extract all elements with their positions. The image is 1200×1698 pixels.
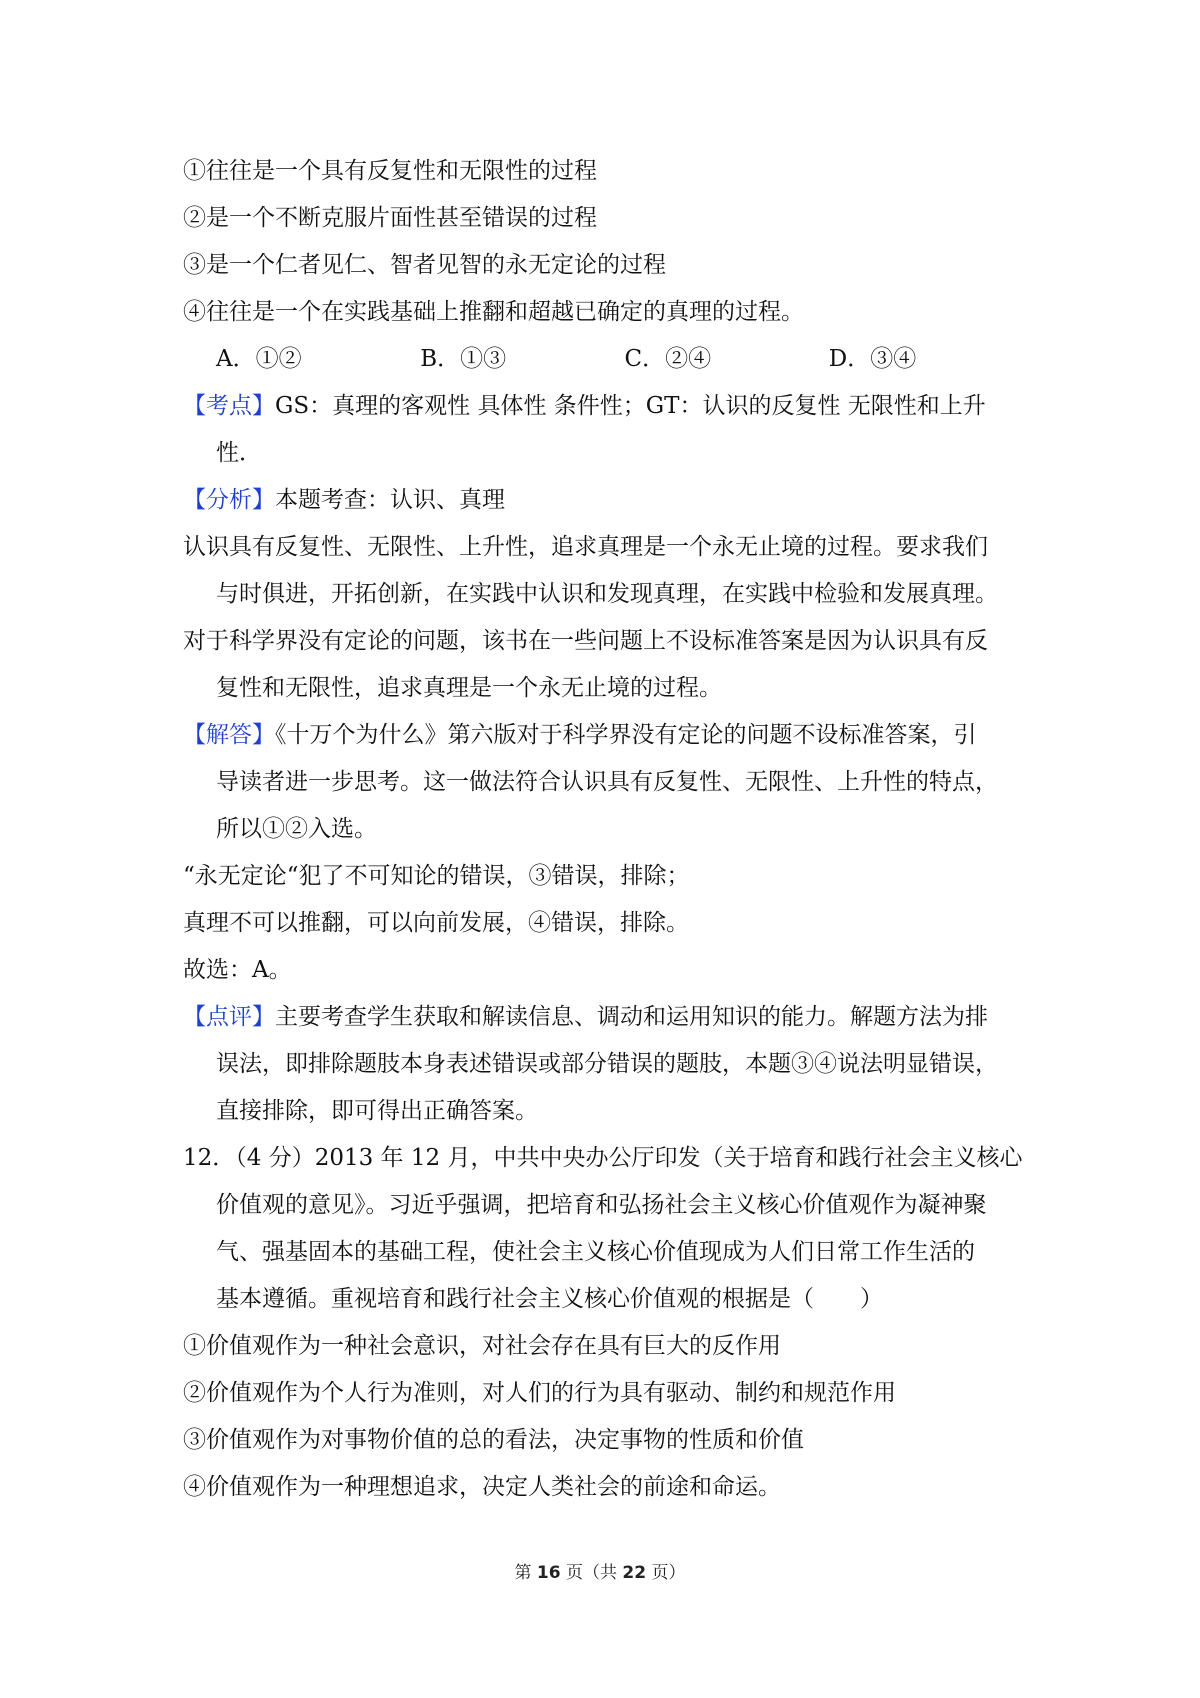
jieda-section — [183, 712, 1033, 759]
answer-options — [183, 336, 1033, 383]
fenxi-paragraph-2-line-2: 复性和无限性，追求真理是一个永无止境的过程。 — [216, 675, 722, 701]
footer-middle: 页（共 — [566, 1563, 617, 1583]
dianping-section — [183, 994, 1033, 1041]
kaodian-text-1: GS：真理的客观性 具体性 条件性；GT：认识的反复性 无限性和上升 — [275, 393, 986, 419]
jieda-extra-1: “永无定论“犯了不可知论的错误，③错误，排除； — [183, 863, 690, 889]
footer-total-pages: 22 — [622, 1563, 647, 1583]
kaodian-tag: 【考点】 — [183, 393, 275, 419]
page-content — [183, 148, 1033, 1511]
fenxi-paragraph-2-line-1: 对于科学界没有定论的问题，该书在一些问题上不设标准答案是因为认识具有反 — [183, 628, 988, 654]
q12-statement-4: ④价值观作为一种理想追求，决定人类社会的前途和命运。 — [183, 1474, 781, 1500]
fenxi-paragraph-1-line-1: 认识具有反复性、无限性、上升性，追求真理是一个永无止境的过程。要求我们 — [183, 534, 988, 560]
kaodian-section — [183, 383, 1033, 430]
question-12-line-4: 基本遵循。重视培育和践行社会主义核心价值观的根据是（ ） — [216, 1286, 883, 1312]
statement-4: ④往往是一个在实践基础上推翻和超越已确定的真理的过程。 — [183, 299, 804, 325]
statement-2: ②是一个不断克服片面性甚至错误的过程 — [183, 205, 597, 231]
q12-statement-2: ②价值观作为个人行为准则，对人们的行为具有驱动、制约和规范作用 — [183, 1380, 896, 1406]
fenxi-paragraph-1-line-2: 与时俱进，开拓创新，在实践中认识和发现真理，在实践中检验和发展真理。 — [216, 581, 998, 607]
statement-3: ③是一个仁者见仁、智者见智的永无定论的过程 — [183, 252, 666, 278]
dianping-text-2: 误法，即排除题肢本身表述错误或部分错误的题肢，本题③④说法明显错误， — [216, 1051, 998, 1077]
dianping-text-1: 主要考查学生获取和解读信息、调动和运用知识的能力。解题方法为排 — [275, 1004, 988, 1030]
q12-statement-1: ①价值观作为一种社会意识，对社会存在具有巨大的反作用 — [183, 1333, 781, 1359]
final-answer: 故选：A。 — [183, 957, 292, 983]
q12-statement-3: ③价值观作为对事物价值的总的看法，决定事物的性质和价值 — [183, 1427, 804, 1453]
jieda-text-3: 所以①②入选。 — [216, 816, 377, 842]
option-b: B．①③ — [420, 346, 507, 372]
option-a: A．①② — [216, 346, 302, 372]
jieda-extra-2: 真理不可以推翻，可以向前发展，④错误，排除。 — [183, 910, 689, 936]
statement-1: ①往往是一个具有反复性和无限性的过程 — [183, 158, 597, 184]
jieda-text-1: 《十万个为什么》第六版对于科学界没有定论的问题不设标准答案，引 — [275, 722, 977, 748]
footer-suffix: 页） — [651, 1563, 686, 1583]
footer-prefix: 第 — [514, 1563, 532, 1583]
fenxi-tag: 【分析】 — [183, 487, 275, 513]
fenxi-text: 本题考查：认识、真理 — [275, 487, 505, 513]
page-footer — [0, 1558, 1200, 1583]
question-12-line-1: 12．（4 分）2013 年 12 月，中共中央办公厅印发（关于培育和践行社会主义核心 — [183, 1145, 1023, 1171]
kaodian-text-2: 性． — [216, 440, 262, 466]
question-12-line-2: 价值观的意见》。习近乎强调，把培育和弘扬社会主义核心价值观作为凝神聚 — [216, 1192, 987, 1218]
question-12-line-3: 气、强基固本的基础工程，使社会主义核心价值现成为人们日常工作生活的 — [216, 1239, 975, 1265]
dianping-text-3: 直接排除，即可得出正确答案。 — [216, 1098, 538, 1124]
jieda-text-2: 导读者进一步思考。这一做法符合认识具有反复性、无限性、上升性的特点， — [216, 769, 998, 795]
jieda-tag: 【解答】 — [183, 722, 275, 748]
option-d: D．③④ — [828, 346, 917, 372]
footer-page-number: 16 — [536, 1563, 561, 1583]
dianping-tag: 【点评】 — [183, 1004, 275, 1030]
fenxi-section — [183, 477, 1033, 524]
option-c: C．②④ — [624, 346, 712, 372]
